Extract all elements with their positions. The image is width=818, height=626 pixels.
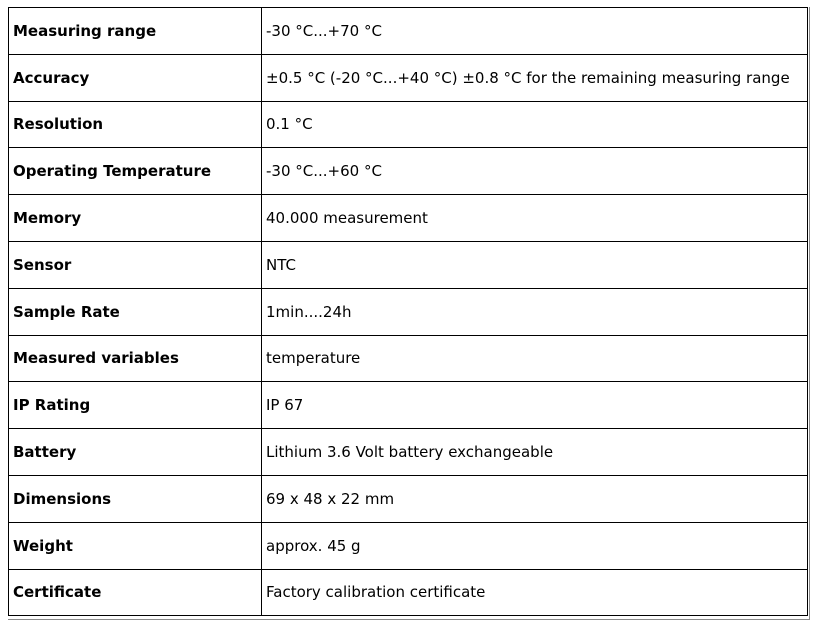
table-row — [9, 8, 808, 55]
table-row — [9, 382, 808, 429]
table-row — [9, 148, 808, 195]
spec-value-resolution: 0.1 °C — [262, 101, 808, 148]
spec-label-sensor: Sensor — [9, 241, 262, 288]
spec-value-memory: 40.000 measurement — [262, 195, 808, 242]
spec-value-battery: Lithium 3.6 Volt battery exchangeable — [262, 429, 808, 476]
table-row — [9, 101, 808, 148]
spec-label-ip-rating: IP Rating — [9, 382, 262, 429]
spec-label-measuring-range: Measuring range — [9, 8, 262, 55]
table-row — [9, 429, 808, 476]
spec-value-sensor: NTC — [262, 241, 808, 288]
spec-value-dimensions: 69 x 48 x 22 mm — [262, 475, 808, 522]
spec-label-operating-temperature: Operating Temperature — [9, 148, 262, 195]
table-row — [9, 54, 808, 101]
spec-value-ip-rating: IP 67 — [262, 382, 808, 429]
spec-value-operating-temperature: -30 °C...+60 °C — [262, 148, 808, 195]
spec-value-weight: approx. 45 g — [262, 522, 808, 569]
spec-label-accuracy: Accuracy — [9, 54, 262, 101]
spec-value-measuring-range: -30 °C...+70 °C — [262, 8, 808, 55]
spec-value-certificate: Factory calibration certificate — [262, 569, 808, 616]
spec-label-sample-rate: Sample Rate — [9, 288, 262, 335]
table-row — [9, 241, 808, 288]
specifications-table — [8, 7, 808, 616]
table-row — [9, 569, 808, 616]
table-row — [9, 288, 808, 335]
specifications-body — [9, 8, 808, 616]
spec-label-dimensions: Dimensions — [9, 475, 262, 522]
table-row — [9, 522, 808, 569]
spec-value-sample-rate: 1min....24h — [262, 288, 808, 335]
spec-label-battery: Battery — [9, 429, 262, 476]
table-row — [9, 335, 808, 382]
spec-label-resolution: Resolution — [9, 101, 262, 148]
spec-label-memory: Memory — [9, 195, 262, 242]
spec-label-measured-variables: Measured variables — [9, 335, 262, 382]
spec-value-measured-variables: temperature — [262, 335, 808, 382]
spec-label-certificate: Certificate — [9, 569, 262, 616]
table-row — [9, 195, 808, 242]
spec-value-accuracy: ±0.5 °C (-20 °C...+40 °C) ±0.8 °C for the remaining measuring range — [262, 54, 808, 101]
spec-label-weight: Weight — [9, 522, 262, 569]
table-row — [9, 475, 808, 522]
